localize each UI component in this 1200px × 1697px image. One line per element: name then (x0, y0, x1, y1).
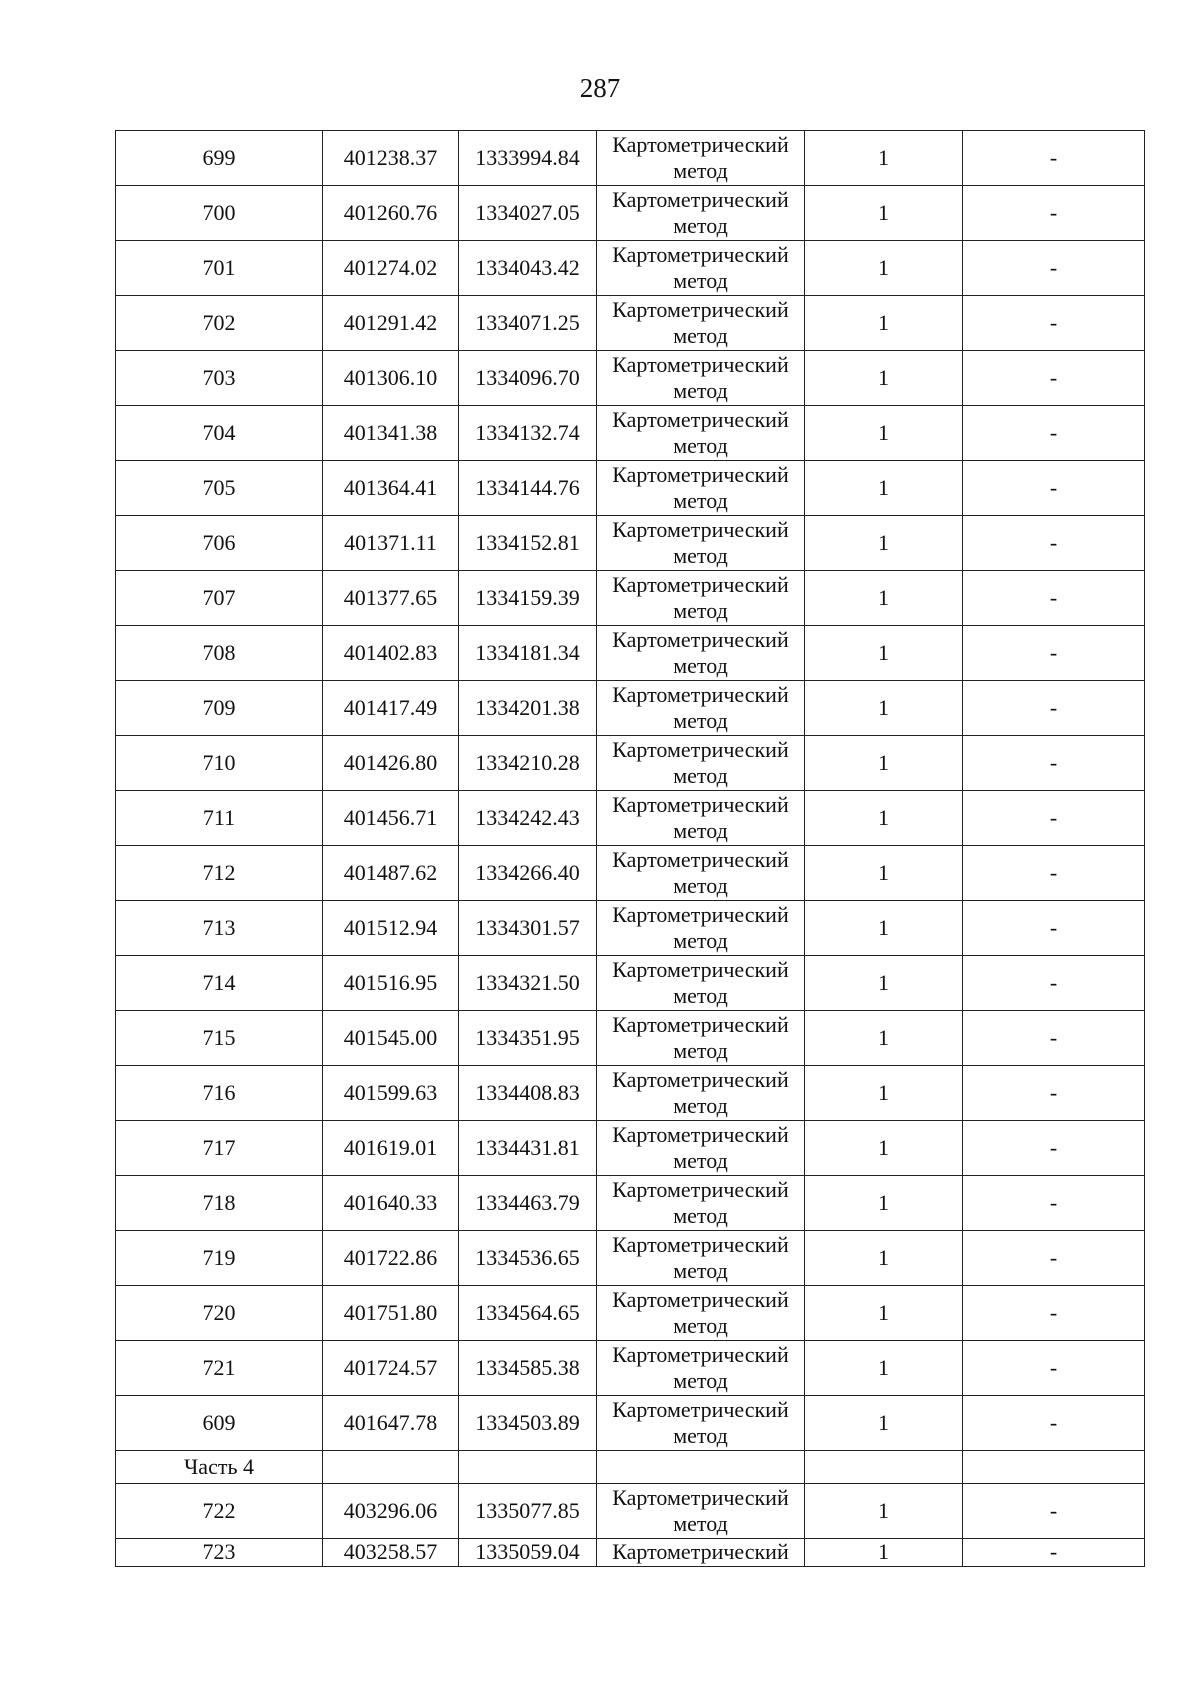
point-number-cell: 707 (116, 571, 323, 626)
method-line-1: Картометрический (612, 1342, 789, 1367)
method-line-2: метод (673, 323, 728, 348)
method-line-2: метод (673, 213, 728, 238)
method-text (597, 902, 804, 954)
method-text (597, 1342, 804, 1394)
table-row (116, 736, 1145, 791)
method-cell (597, 186, 805, 241)
method-line-1: Картометрический (612, 792, 789, 817)
method-text (597, 352, 804, 404)
method-line-2: метод (673, 1511, 728, 1536)
precision-cell: 1 (805, 406, 963, 461)
method-line-2: метод (673, 1038, 728, 1063)
method-line-1: Картометрический (612, 737, 789, 762)
y-coordinate-cell: 1334463.79 (459, 1176, 597, 1231)
precision-cell: 1 (805, 1539, 963, 1567)
method-text (597, 407, 804, 459)
method-cell (597, 846, 805, 901)
point-number-cell: 706 (116, 516, 323, 571)
method-cell (597, 1539, 805, 1567)
precision-cell: 1 (805, 736, 963, 791)
table-row (116, 241, 1145, 296)
method-text (597, 682, 804, 734)
table-row (116, 901, 1145, 956)
note-cell: - (963, 736, 1145, 791)
method-line-2: метод (673, 598, 728, 623)
method-cell (597, 1011, 805, 1066)
note-cell: - (963, 791, 1145, 846)
x-coordinate-cell: 401640.33 (323, 1176, 459, 1231)
method-cell (597, 516, 805, 571)
method-line-1: Картометрический (612, 1397, 789, 1422)
note-cell: - (963, 1176, 1145, 1231)
y-coordinate-cell: 1334181.34 (459, 626, 597, 681)
table-row (116, 1066, 1145, 1121)
method-cell (597, 241, 805, 296)
x-coordinate-cell: 401291.42 (323, 296, 459, 351)
method-text (597, 1122, 804, 1174)
method-line-2: метод (673, 1203, 728, 1228)
method-line-1: Картометрический (612, 187, 789, 212)
precision-cell: 1 (805, 1484, 963, 1539)
method-line-2: метод (673, 378, 728, 403)
method-cell (597, 351, 805, 406)
x-coordinate-cell: 403258.57 (323, 1539, 459, 1567)
note-cell: - (963, 956, 1145, 1011)
method-text (597, 1067, 804, 1119)
y-coordinate-cell: 1335059.04 (459, 1539, 597, 1567)
note-cell: - (963, 1539, 1145, 1567)
table-row (116, 626, 1145, 681)
empty-cell (597, 1451, 805, 1484)
method-line-1: Картометрический (612, 297, 789, 322)
method-line-2: метод (673, 1368, 728, 1393)
x-coordinate-cell: 401619.01 (323, 1121, 459, 1176)
method-text (597, 1485, 804, 1537)
table-row (116, 571, 1145, 626)
method-line-2: метод (673, 818, 728, 843)
note-cell: - (963, 406, 1145, 461)
x-coordinate-cell: 401647.78 (323, 1396, 459, 1451)
precision-cell: 1 (805, 1286, 963, 1341)
method-text (597, 847, 804, 899)
point-number-cell: 713 (116, 901, 323, 956)
point-number-cell: 720 (116, 1286, 323, 1341)
x-coordinate-cell: 401426.80 (323, 736, 459, 791)
table-row (116, 956, 1145, 1011)
method-line-2: метод (673, 1258, 728, 1283)
method-text (597, 242, 804, 294)
y-coordinate-cell: 1334043.42 (459, 241, 597, 296)
precision-cell: 1 (805, 241, 963, 296)
precision-cell: 1 (805, 956, 963, 1011)
y-coordinate-cell: 1334564.65 (459, 1286, 597, 1341)
point-number-cell: 705 (116, 461, 323, 516)
method-line-1: Картометрический (612, 957, 789, 982)
method-line-1: Картометрический (612, 462, 789, 487)
y-coordinate-cell: 1335077.85 (459, 1484, 597, 1539)
method-line-2: метод (673, 763, 728, 788)
method-text (597, 1177, 804, 1229)
x-coordinate-cell: 401306.10 (323, 351, 459, 406)
table-row (116, 1539, 1145, 1567)
method-cell (597, 1231, 805, 1286)
y-coordinate-cell: 1334071.25 (459, 296, 597, 351)
y-coordinate-cell: 1334144.76 (459, 461, 597, 516)
table-row (116, 186, 1145, 241)
method-text (597, 1232, 804, 1284)
empty-cell (459, 1451, 597, 1484)
method-text (597, 1012, 804, 1064)
method-line-1: Картометрический (612, 1287, 789, 1312)
table-row (116, 461, 1145, 516)
method-line-1: Картометрический (612, 1539, 789, 1564)
point-number-cell: 716 (116, 1066, 323, 1121)
x-coordinate-cell: 401724.57 (323, 1341, 459, 1396)
method-text (597, 737, 804, 789)
note-cell: - (963, 1011, 1145, 1066)
note-cell: - (963, 296, 1145, 351)
method-line-2: метод (673, 653, 728, 678)
note-cell: - (963, 1231, 1145, 1286)
x-coordinate-cell: 401371.11 (323, 516, 459, 571)
table-row (116, 1176, 1145, 1231)
table-row (116, 351, 1145, 406)
y-coordinate-cell: 1333994.84 (459, 131, 597, 186)
method-line-1: Картометрический (612, 847, 789, 872)
note-cell: - (963, 681, 1145, 736)
method-text (597, 1397, 804, 1449)
point-number-cell: 711 (116, 791, 323, 846)
method-line-2: метод (673, 873, 728, 898)
method-cell (597, 1121, 805, 1176)
point-number-cell: 708 (116, 626, 323, 681)
precision-cell: 1 (805, 1176, 963, 1231)
table-row (116, 1286, 1145, 1341)
method-text (597, 462, 804, 514)
method-cell (597, 901, 805, 956)
y-coordinate-cell: 1334152.81 (459, 516, 597, 571)
note-cell: - (963, 1121, 1145, 1176)
note-cell: - (963, 461, 1145, 516)
note-cell: - (963, 186, 1145, 241)
x-coordinate-cell: 401402.83 (323, 626, 459, 681)
point-number-cell: 703 (116, 351, 323, 406)
method-text (597, 792, 804, 844)
y-coordinate-cell: 1334132.74 (459, 406, 597, 461)
point-number-cell: 717 (116, 1121, 323, 1176)
y-coordinate-cell: 1334536.65 (459, 1231, 597, 1286)
point-number-cell: 722 (116, 1484, 323, 1539)
precision-cell: 1 (805, 846, 963, 901)
table-row (116, 1396, 1145, 1451)
method-cell (597, 956, 805, 1011)
note-cell: - (963, 571, 1145, 626)
precision-cell: 1 (805, 296, 963, 351)
method-line-2: метод (673, 268, 728, 293)
empty-cell (323, 1451, 459, 1484)
point-number-cell: 723 (116, 1539, 323, 1567)
table-row (116, 406, 1145, 461)
method-line-2: метод (673, 1148, 728, 1173)
precision-cell: 1 (805, 571, 963, 626)
method-line-1: Картометрический (612, 682, 789, 707)
table-row (116, 846, 1145, 901)
table-row (116, 131, 1145, 186)
method-line-1: Картометрический (612, 1177, 789, 1202)
method-line-2: метод (673, 433, 728, 458)
point-number-cell: 704 (116, 406, 323, 461)
method-cell (597, 791, 805, 846)
note-cell: - (963, 516, 1145, 571)
method-line-1: Картометрический (612, 627, 789, 652)
method-cell (597, 626, 805, 681)
precision-cell: 1 (805, 516, 963, 571)
table-row (116, 516, 1145, 571)
x-coordinate-cell: 401274.02 (323, 241, 459, 296)
method-line-1: Картометрический (612, 572, 789, 597)
point-number-cell: 712 (116, 846, 323, 901)
table-row (116, 1484, 1145, 1539)
point-number-cell: 710 (116, 736, 323, 791)
point-number-cell: 701 (116, 241, 323, 296)
method-line-2: метод (673, 928, 728, 953)
y-coordinate-cell: 1334027.05 (459, 186, 597, 241)
precision-cell: 1 (805, 791, 963, 846)
method-line-1: Картометрический (612, 1122, 789, 1147)
point-number-cell: 721 (116, 1341, 323, 1396)
note-cell: - (963, 1341, 1145, 1396)
x-coordinate-cell: 401238.37 (323, 131, 459, 186)
method-cell (597, 1396, 805, 1451)
note-cell: - (963, 1396, 1145, 1451)
precision-cell: 1 (805, 351, 963, 406)
precision-cell: 1 (805, 1341, 963, 1396)
method-text (597, 957, 804, 1009)
precision-cell: 1 (805, 1011, 963, 1066)
y-coordinate-cell: 1334351.95 (459, 1011, 597, 1066)
point-number-cell: 700 (116, 186, 323, 241)
precision-cell: 1 (805, 131, 963, 186)
method-line-1: Картометрический (612, 1067, 789, 1092)
y-coordinate-cell: 1334242.43 (459, 791, 597, 846)
method-cell (597, 1066, 805, 1121)
method-cell (597, 571, 805, 626)
point-number-cell: 609 (116, 1396, 323, 1451)
method-line-2: метод (673, 488, 728, 513)
method-cell (597, 461, 805, 516)
table-row (116, 1341, 1145, 1396)
y-coordinate-cell: 1334096.70 (459, 351, 597, 406)
x-coordinate-cell: 401377.65 (323, 571, 459, 626)
empty-cell (963, 1451, 1145, 1484)
y-coordinate-cell: 1334585.38 (459, 1341, 597, 1396)
empty-cell (805, 1451, 963, 1484)
x-coordinate-cell: 401751.80 (323, 1286, 459, 1341)
precision-cell: 1 (805, 901, 963, 956)
method-line-2: метод (673, 1423, 728, 1448)
table-row (116, 681, 1145, 736)
method-cell (597, 1484, 805, 1539)
method-text (597, 1539, 804, 1565)
note-cell: - (963, 351, 1145, 406)
method-line-2: метод (673, 158, 728, 183)
x-coordinate-cell: 403296.06 (323, 1484, 459, 1539)
x-coordinate-cell: 401364.41 (323, 461, 459, 516)
table-row (116, 296, 1145, 351)
x-coordinate-cell: 401599.63 (323, 1066, 459, 1121)
method-text (597, 627, 804, 679)
x-coordinate-cell: 401545.00 (323, 1011, 459, 1066)
method-cell (597, 1176, 805, 1231)
x-coordinate-cell: 401722.86 (323, 1231, 459, 1286)
part-label: Часть 4 (116, 1451, 323, 1484)
x-coordinate-cell: 401417.49 (323, 681, 459, 736)
table-row (116, 1011, 1145, 1066)
precision-cell: 1 (805, 626, 963, 681)
table-row (116, 1121, 1145, 1176)
note-cell: - (963, 1286, 1145, 1341)
point-number-cell: 699 (116, 131, 323, 186)
method-line-1: Картометрический (612, 1012, 789, 1037)
y-coordinate-cell: 1334503.89 (459, 1396, 597, 1451)
point-number-cell: 719 (116, 1231, 323, 1286)
method-line-1: Картометрический (612, 407, 789, 432)
point-number-cell: 714 (116, 956, 323, 1011)
point-number-cell: 702 (116, 296, 323, 351)
x-coordinate-cell: 401512.94 (323, 901, 459, 956)
method-line-1: Картометрический (612, 352, 789, 377)
x-coordinate-cell: 401341.38 (323, 406, 459, 461)
method-cell (597, 296, 805, 351)
x-coordinate-cell: 401516.95 (323, 956, 459, 1011)
precision-cell: 1 (805, 1396, 963, 1451)
method-line-1: Картометрический (612, 517, 789, 542)
method-line-2: метод (673, 983, 728, 1008)
point-number-cell: 715 (116, 1011, 323, 1066)
method-cell (597, 681, 805, 736)
note-cell: - (963, 131, 1145, 186)
precision-cell: 1 (805, 681, 963, 736)
method-text (597, 572, 804, 624)
method-cell (597, 406, 805, 461)
note-cell: - (963, 1066, 1145, 1121)
note-cell: - (963, 846, 1145, 901)
precision-cell: 1 (805, 1231, 963, 1286)
y-coordinate-cell: 1334201.38 (459, 681, 597, 736)
x-coordinate-cell: 401260.76 (323, 186, 459, 241)
method-text (597, 517, 804, 569)
y-coordinate-cell: 1334266.40 (459, 846, 597, 901)
method-line-2: метод (673, 1313, 728, 1338)
method-cell (597, 131, 805, 186)
precision-cell: 1 (805, 1121, 963, 1176)
page-number: 287 (579, 73, 621, 103)
method-line-1: Картометрический (612, 1232, 789, 1257)
x-coordinate-cell: 401456.71 (323, 791, 459, 846)
method-cell (597, 1341, 805, 1396)
precision-cell: 1 (805, 461, 963, 516)
precision-cell: 1 (805, 1066, 963, 1121)
y-coordinate-cell: 1334210.28 (459, 736, 597, 791)
method-line-1: Картометрический (612, 132, 789, 157)
point-number-cell: 718 (116, 1176, 323, 1231)
method-line-1: Картометрический (612, 242, 789, 267)
precision-cell: 1 (805, 186, 963, 241)
method-cell (597, 1286, 805, 1341)
x-coordinate-cell: 401487.62 (323, 846, 459, 901)
note-cell: - (963, 1484, 1145, 1539)
method-cell (597, 736, 805, 791)
method-line-2: метод (673, 708, 728, 733)
coordinates-table (115, 130, 1145, 1567)
y-coordinate-cell: 1334159.39 (459, 571, 597, 626)
table-row (116, 791, 1145, 846)
y-coordinate-cell: 1334321.50 (459, 956, 597, 1011)
y-coordinate-cell: 1334301.57 (459, 901, 597, 956)
table-body (116, 131, 1145, 1567)
y-coordinate-cell: 1334408.83 (459, 1066, 597, 1121)
table-row (116, 1231, 1145, 1286)
note-cell: - (963, 901, 1145, 956)
y-coordinate-cell: 1334431.81 (459, 1121, 597, 1176)
point-number-cell: 709 (116, 681, 323, 736)
method-line-2: метод (673, 1093, 728, 1118)
note-cell: - (963, 626, 1145, 681)
method-text (597, 187, 804, 239)
method-text (597, 132, 804, 184)
part-separator-row (116, 1451, 1145, 1484)
method-text (597, 297, 804, 349)
note-cell: - (963, 241, 1145, 296)
method-line-1: Картометрический (612, 1485, 789, 1510)
method-line-1: Картометрический (612, 902, 789, 927)
method-text (597, 1287, 804, 1339)
method-line-2: метод (673, 543, 728, 568)
